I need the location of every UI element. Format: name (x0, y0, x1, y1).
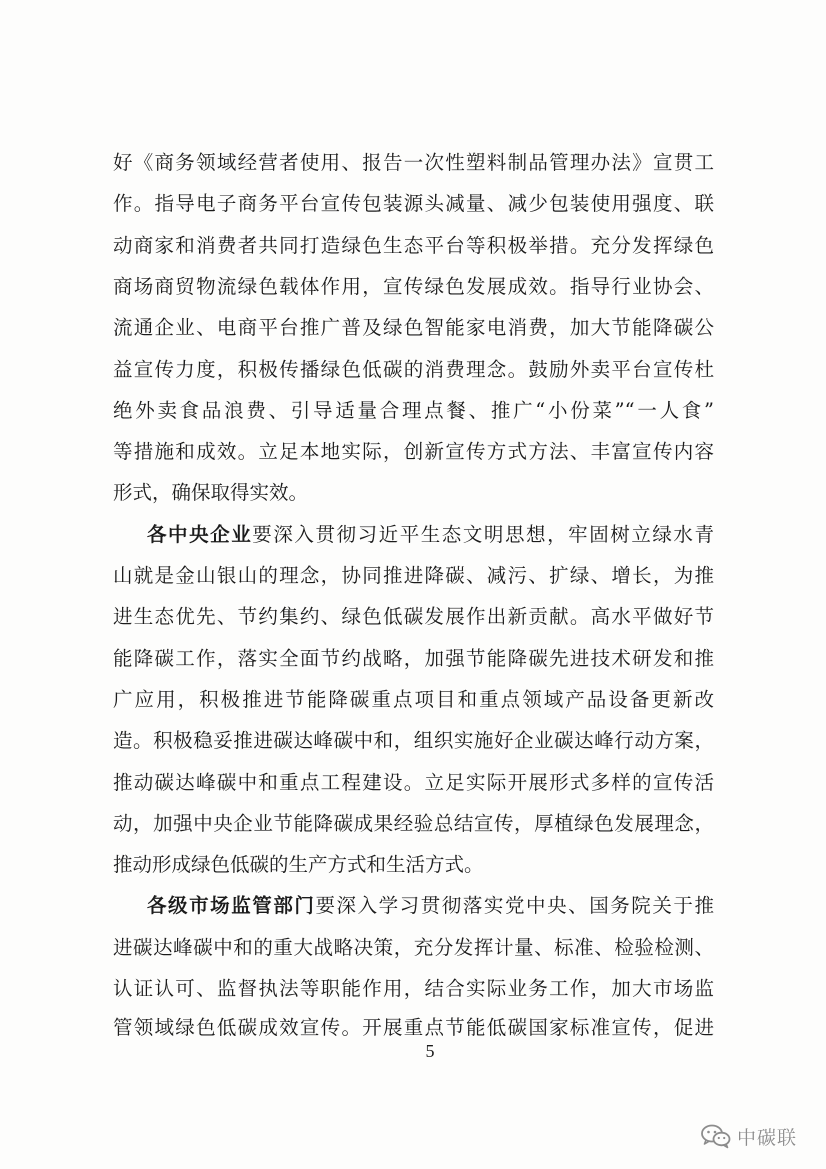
paragraph-first-line (147, 523, 714, 547)
text-line: 商场商贸物流绿色载体作用，宣传绿色发展成效。指导行业协会、 (113, 274, 714, 298)
text-run: 要深入学习贯彻落实党中央、国务院关于推 (315, 894, 714, 918)
text-line: 推动碳达峰碳中和重点工程建设。立足实际开展形式多样的宣传活 (113, 770, 714, 794)
text-line: 动商家和消费者共同打造绿色生态平台等积极举措。充分发挥绿色 (113, 233, 714, 257)
text-line: 进生态优先、节约集约、绿色低碳发展作出新贡献。高水平做好节 (113, 605, 714, 629)
text-line: 作。指导电子商务平台宣传包装源头减量、减少包装使用强度、联 (113, 192, 714, 216)
text-line: 绝外卖食品浪费、引导适量合理点餐、推广“小份菜”“一人食” (113, 398, 714, 422)
text-line: 形式，确保取得实效。 (113, 481, 309, 505)
watermark-text: 中碳联 (737, 1126, 798, 1149)
text-line: 流通企业、电商平台推广普及绿色智能家电消费，加大节能降碳公 (113, 316, 714, 340)
text-line: 好《商务领域经营者使用、报告一次性塑料制品管理办法》宣贯工 (113, 151, 714, 174)
watermark (700, 1122, 812, 1150)
text-line: 广应用，积极推进节能降碳重点项目和重点领域产品设备更新改 (113, 687, 714, 711)
text-line: 能降碳工作，落实全面节约战略，加强节能降碳先进技术研发和推 (113, 646, 714, 670)
text-line: 等措施和成效。立足本地实际，创新宣传方式方法、丰富宣传内容 (113, 440, 714, 464)
text-line: 进碳达峰碳中和的重大战略决策，充分发挥计量、标准、检验检测、 (113, 935, 714, 959)
wechat-icon (700, 1123, 732, 1149)
text-run: 要深入贯彻习近平生态文明思想，牢固树立绿水青 (252, 522, 714, 546)
text-line: 认证认可、监督执法等职能作用，结合实际业务工作，加大市场监 (113, 977, 714, 1000)
text-line: 管领域绿色低碳成效宣传。开展重点节能低碳国家标准宣传，促进 (113, 1016, 714, 1039)
text-line: 山就是金山银山的理念，协同推进降碳、减污、扩绿、增长，为推 (113, 564, 714, 587)
text-line: 益宣传力度，积极传播绿色低碳的消费理念。鼓励外卖平台宣传杜 (113, 357, 714, 381)
bold-lead-text: 各中央企业 (147, 522, 253, 546)
text-line: 推动形成绿色低碳的生产方式和生活方式。 (113, 853, 484, 877)
bold-lead-text: 各级市场监管部门 (147, 894, 316, 918)
text-line: 造。积极稳妥推进碳达峰碳中和，组织实施好企业碳达峰行动方案， (113, 729, 714, 753)
paragraph-first-line (147, 894, 714, 918)
text-line: 动，加强中央企业节能降碳成果经验总结宣传，厚植绿色发展理念， (113, 811, 714, 835)
page-number: 5 (425, 1041, 435, 1061)
